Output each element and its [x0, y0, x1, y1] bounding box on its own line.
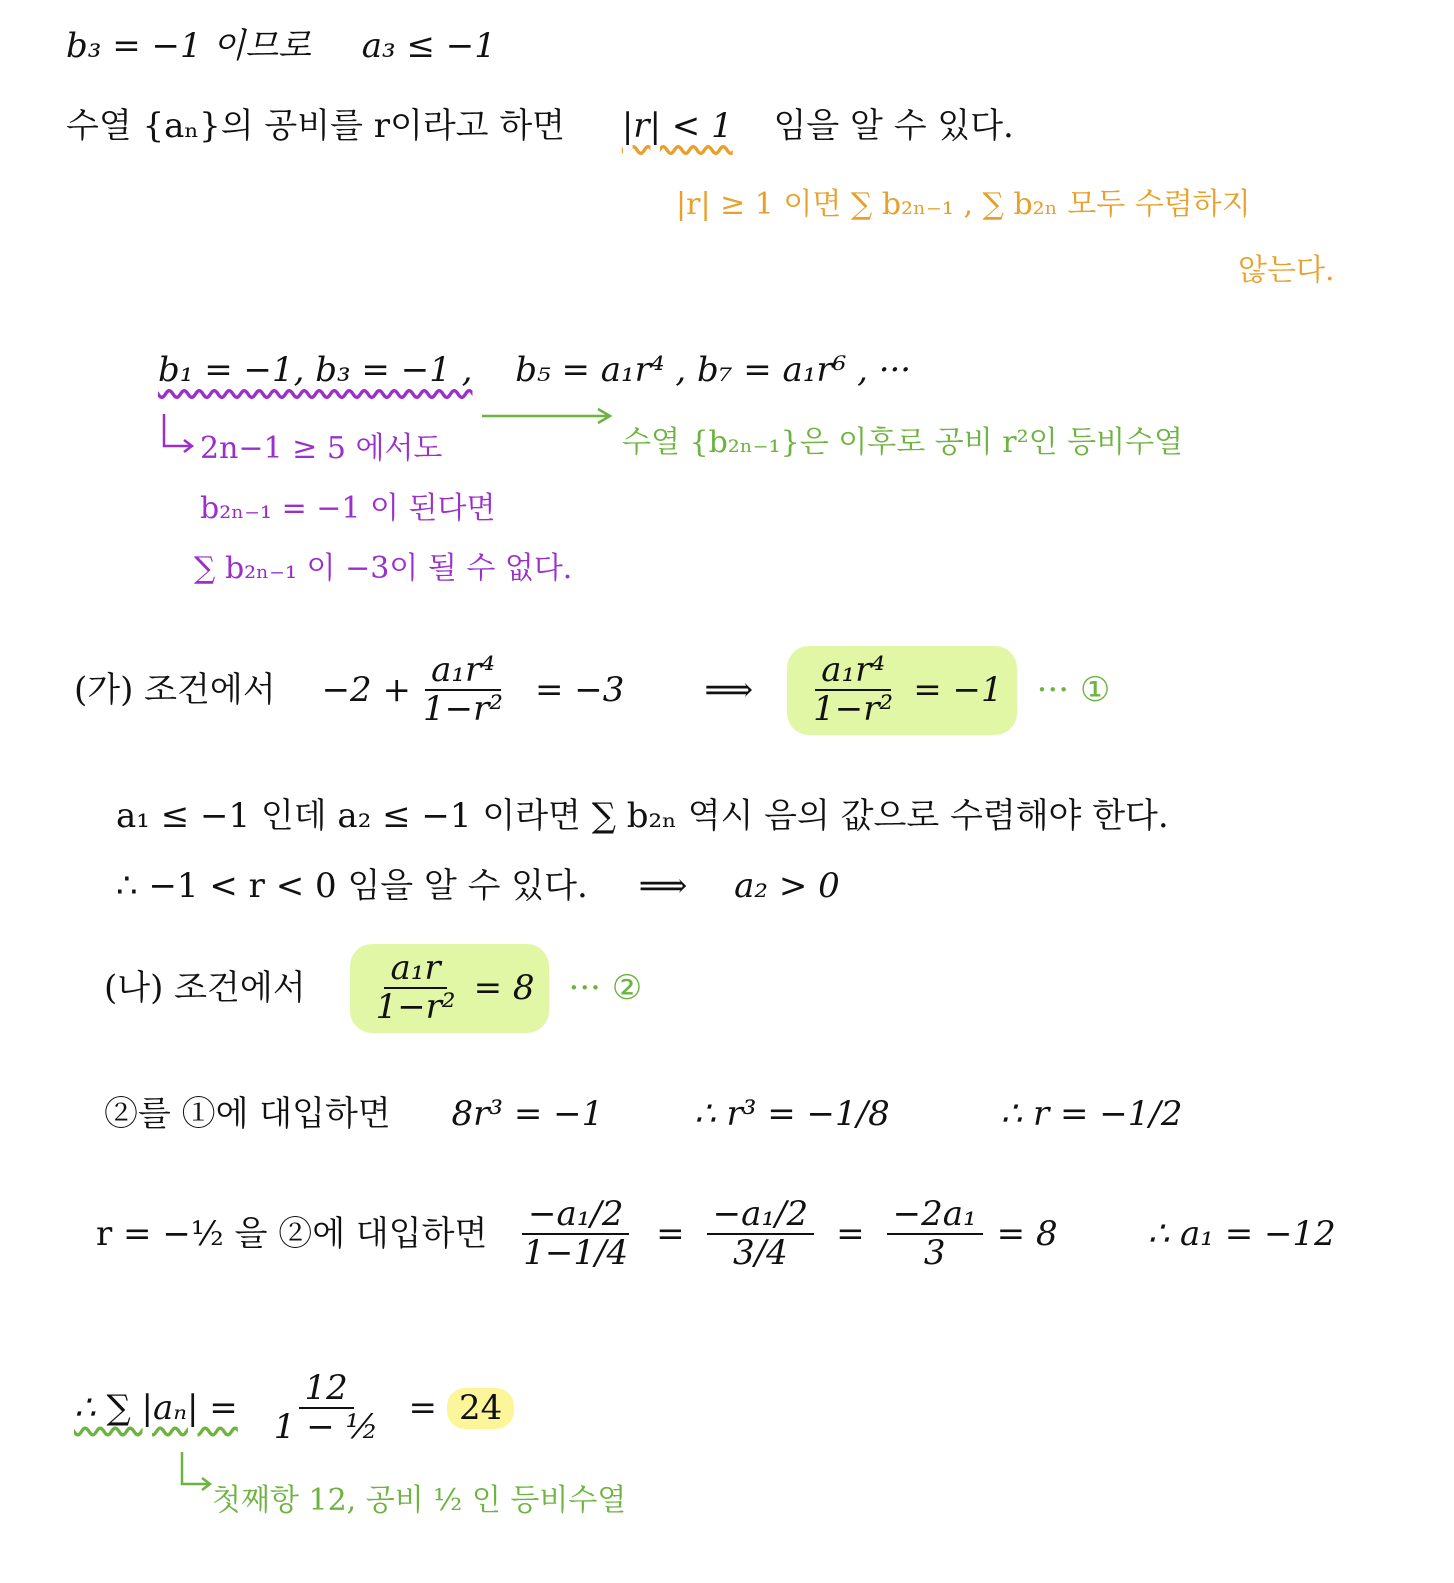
condition-na-label: (나) 조건에서	[104, 967, 306, 1008]
fraction-numerator: 12	[299, 1370, 354, 1409]
condition-ga-line	[74, 646, 1110, 735]
green-seq-note: 수열 {b₂ₙ₋₁}은 이후로 공비 r²인 등비수열	[622, 425, 1184, 460]
green-arrow-icon	[478, 404, 618, 428]
equation-1-rhs: = −1	[913, 669, 1003, 710]
condition-na-line	[104, 944, 642, 1033]
fraction-denominator: 3/4	[733, 1233, 788, 1274]
green-corner-arrow-icon	[176, 1450, 216, 1500]
r-range-line	[116, 868, 840, 905]
condition-ga-label: (가) 조건에서	[74, 669, 276, 710]
ratio-conclusion: 임을 알 수 있다.	[773, 106, 1014, 146]
substitution-1-line	[104, 1096, 1183, 1133]
substitution-2-text: r = −½ 을 ②에 대입하면	[96, 1213, 488, 1254]
a1-a2-line: a₁ ≤ −1 인데 a₂ ≤ −1 이라면 ∑ b₂ₙ 역시 음의 값으로 수렴해야 한다.	[116, 796, 1169, 836]
equation-2-mark: ··· ②	[568, 967, 643, 1008]
equals-sign: =	[836, 1213, 865, 1254]
ratio-intro: 수열 {aₙ}의 공비를 r이라고 하면	[66, 106, 566, 146]
r-cubed: ∴ r³ = −1/8	[694, 1094, 890, 1134]
equals-sign: =	[408, 1387, 437, 1428]
ratio-condition: |r| < 1	[621, 106, 733, 146]
final-answer: 24	[447, 1388, 514, 1429]
substitution-1-text: ②를 ①에 대입하면	[104, 1094, 391, 1134]
r-range-text: ∴ −1 < r < 0 임을 알 수 있다.	[116, 866, 588, 906]
implies-arrow: ⟹	[704, 669, 754, 710]
fraction-numerator: a₁r⁴	[425, 652, 501, 691]
sequence-line	[158, 352, 911, 389]
fraction-1	[517, 1196, 634, 1273]
purple-corner-arrow-icon	[158, 412, 198, 462]
final-fraction	[268, 1370, 385, 1447]
b3-condition: b₃ = −1 이므로	[66, 26, 311, 66]
condition-ga-lhs: −2 +	[321, 669, 411, 710]
final-line	[74, 1370, 514, 1447]
equation-2-fraction	[370, 950, 462, 1027]
fraction-numerator: −2a₁	[887, 1196, 983, 1235]
seq-first-terms: b₁ = −1, b₃ = −1 ,	[158, 350, 473, 390]
fraction-numerator: −a₁/2	[707, 1196, 814, 1235]
implies-arrow: ⟹	[638, 866, 688, 906]
fraction-denominator: 1 − ½	[273, 1407, 379, 1448]
purple-note-line2: b₂ₙ₋₁ = −1 이 된다면	[200, 491, 496, 526]
purple-note-line1: 2n−1 ≥ 5 에서도	[200, 431, 443, 466]
seq-rest-terms: b₅ = a₁r⁴ , b₇ = a₁r⁶ , ···	[515, 350, 912, 390]
condition-ga-rhs: = −3	[535, 669, 625, 710]
fraction-numerator: a₁r	[384, 950, 446, 989]
equation-2-highlight	[350, 944, 549, 1033]
fraction-denominator: 1−r²	[813, 689, 894, 730]
equation-1-mark: ··· ①	[1036, 669, 1111, 710]
equals-sign: =	[656, 1213, 685, 1254]
final-lhs: ∴ ∑ |aₙ| =	[74, 1387, 238, 1428]
equation-2-rhs: = 8	[473, 967, 535, 1008]
a1-value: ∴ a₁ = −12	[1147, 1213, 1336, 1254]
line-b3	[66, 28, 496, 65]
r-value: ∴ r = −1/2	[1000, 1094, 1183, 1134]
substitution-1-eq: 8r³ = −1	[451, 1094, 604, 1134]
line-ratio	[66, 108, 1014, 145]
equals-eight: = 8	[996, 1213, 1058, 1254]
equation-1-fraction	[807, 652, 899, 729]
fraction-denominator: 1−1/4	[523, 1233, 629, 1274]
condition-ga-fraction	[417, 652, 509, 729]
fraction-numerator: −a₁/2	[522, 1196, 629, 1235]
fraction-2	[707, 1196, 814, 1273]
equation-1-highlight	[787, 646, 1016, 735]
a2-positive: a₂ > 0	[734, 866, 840, 906]
purple-note-line3: ∑ b₂ₙ₋₁ 이 −3이 될 수 없다.	[194, 551, 573, 586]
fraction-denominator: 1−r²	[422, 689, 503, 730]
orange-note-line1: |r| ≥ 1 이면 ∑ b₂ₙ₋₁ , ∑ b₂ₙ 모두 수렴하지	[676, 187, 1251, 222]
fraction-denominator: 3	[923, 1233, 946, 1274]
a3-condition: a₃ ≤ −1	[361, 26, 496, 66]
orange-note-line2: 않는다.	[1238, 253, 1335, 288]
substitution-2-line	[96, 1196, 1336, 1273]
fraction-denominator: 1−r²	[375, 987, 456, 1028]
fraction-3	[887, 1196, 983, 1273]
green-final-note: 첫째항 12, 공비 ½ 인 등비수열	[212, 1483, 627, 1518]
fraction-numerator: a₁r⁴	[815, 652, 891, 691]
